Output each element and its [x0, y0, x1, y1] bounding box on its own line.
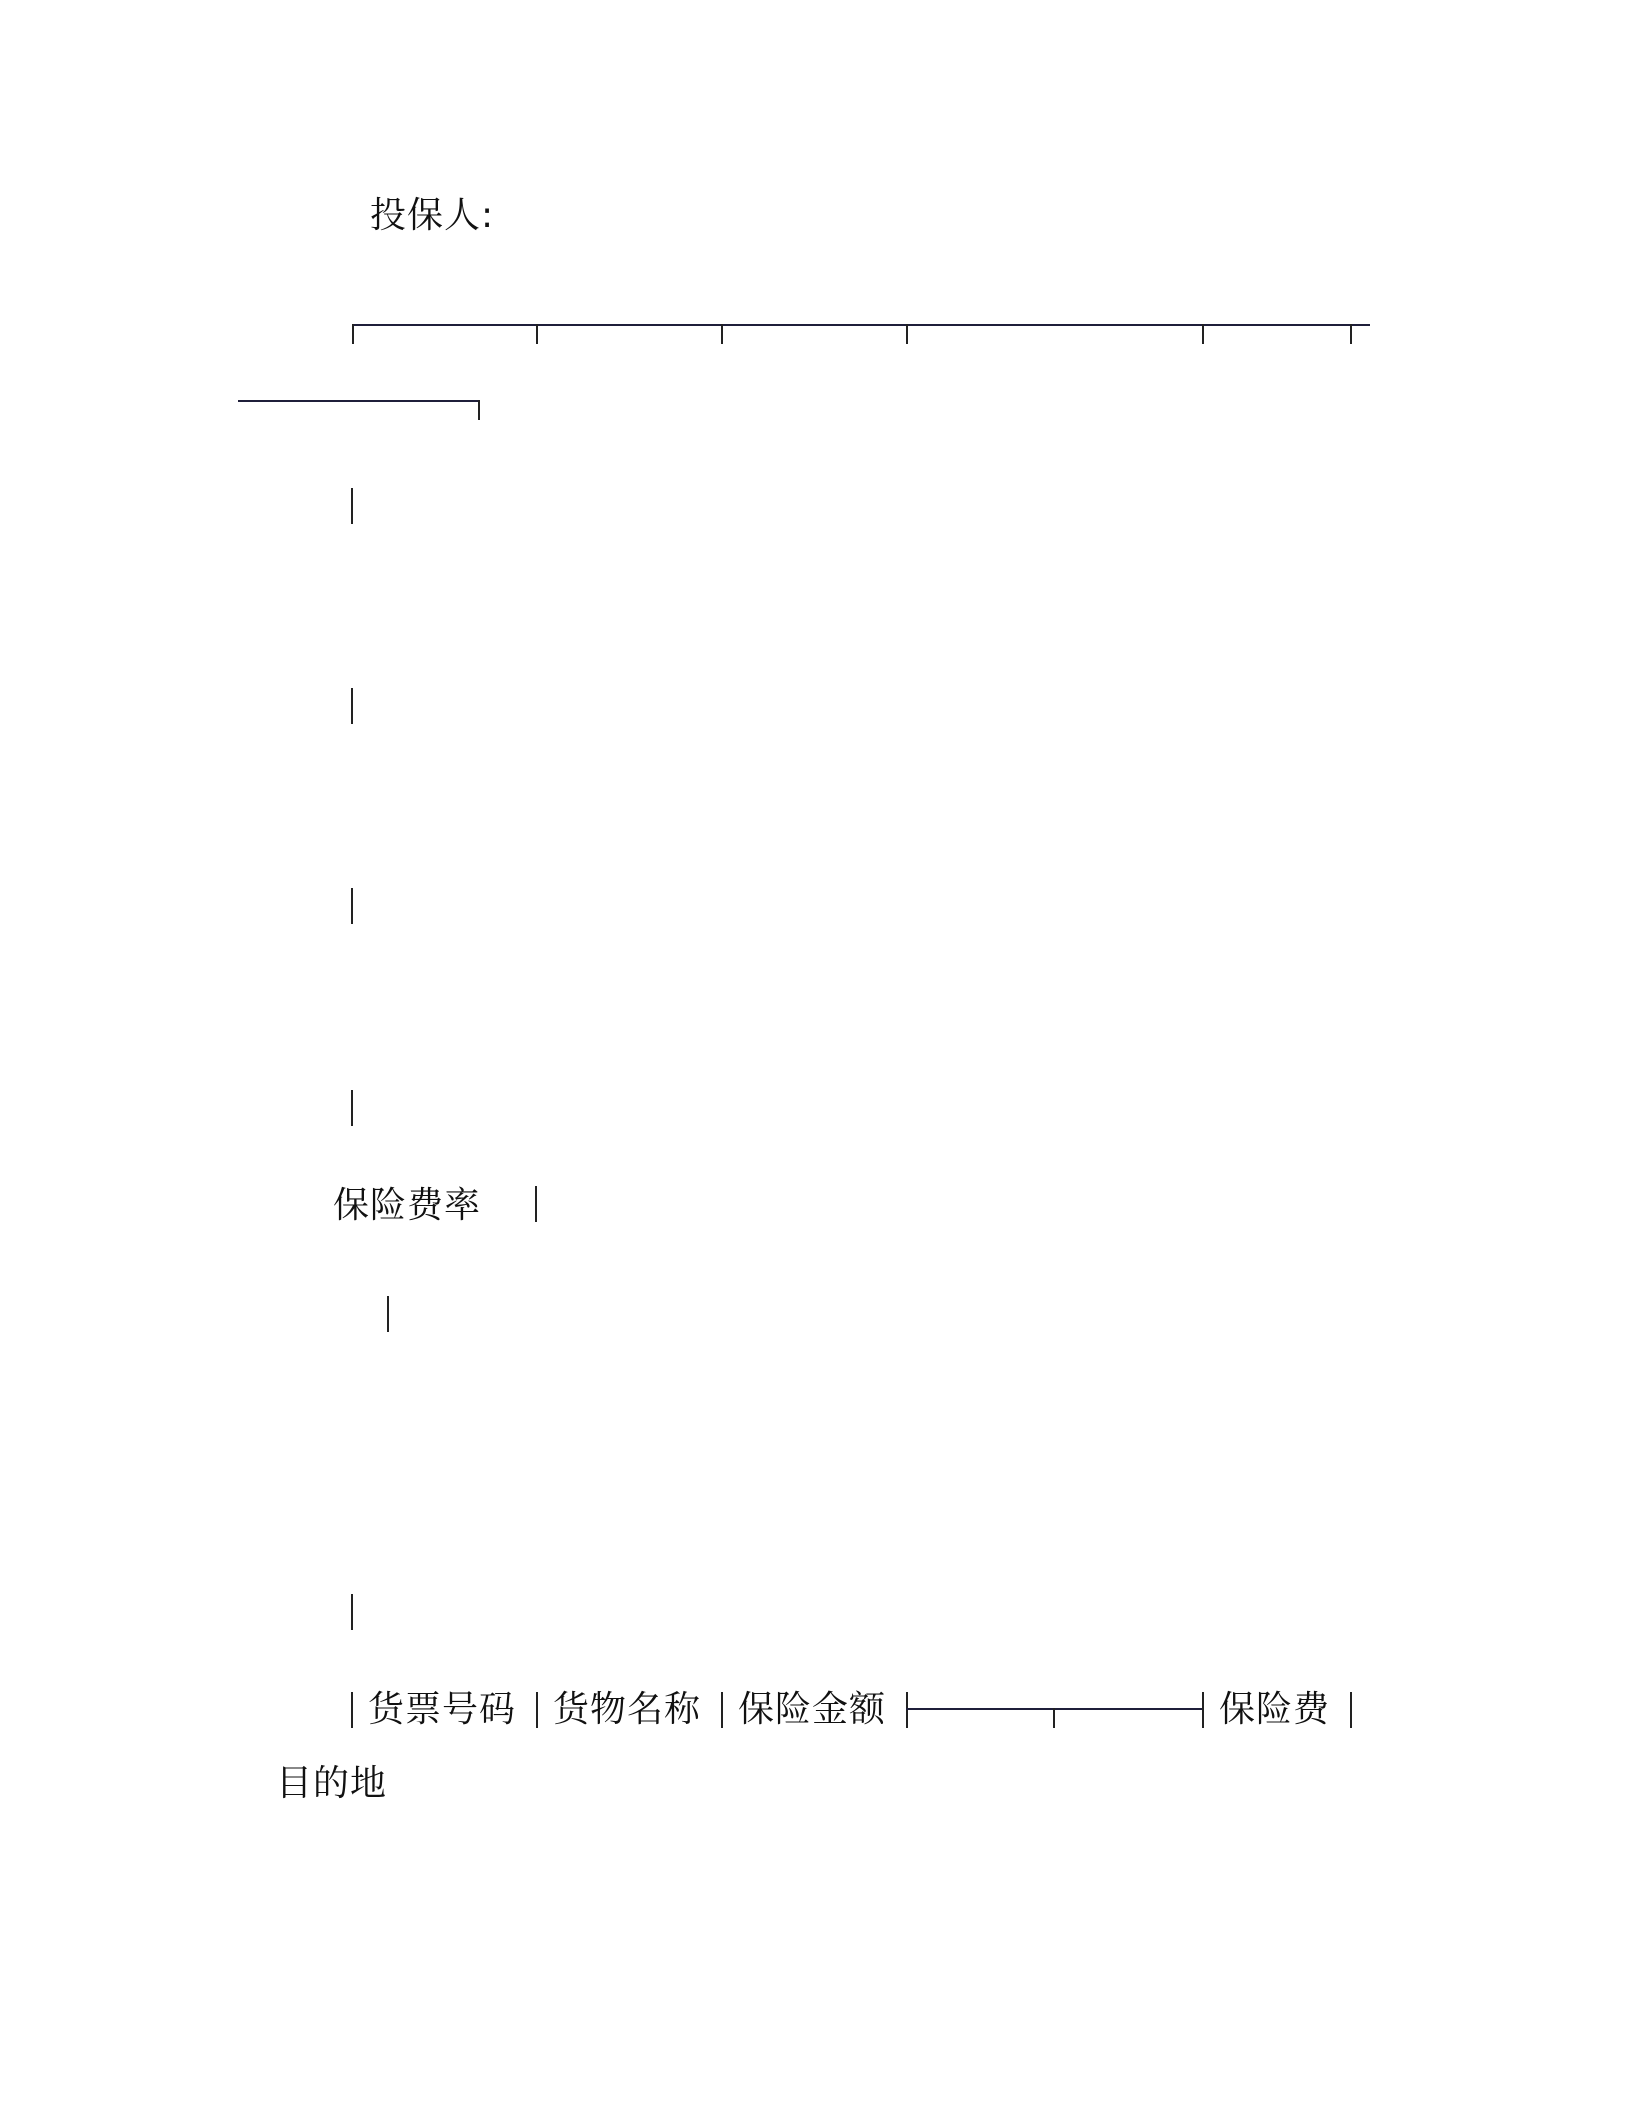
header-invoice-no: 货票号码 [368, 1689, 517, 1730]
table-top-tick-3 [721, 324, 723, 344]
cell-edge-marker [387, 1296, 389, 1332]
table-top-tick-5 [1202, 324, 1204, 344]
header-merged-tick [1053, 1708, 1055, 1728]
header-separator [1202, 1692, 1204, 1728]
table-top-tick-2 [536, 324, 538, 344]
cell-edge-marker [351, 888, 353, 924]
header-separator [536, 1692, 538, 1728]
table-top-tick-1 [352, 324, 354, 344]
left-short-rule-tick [478, 400, 480, 420]
cell-edge-marker [351, 1090, 353, 1126]
cell-edge-marker [351, 688, 353, 724]
header-separator [351, 1692, 353, 1728]
header-separator [906, 1692, 908, 1728]
table-top-tick-4 [906, 324, 908, 344]
cell-edge-marker [351, 488, 353, 524]
header-separator [1350, 1692, 1352, 1728]
table-top-border [352, 324, 1370, 326]
premium-rate-separator [535, 1186, 537, 1222]
table-top-tick-6 [1350, 324, 1352, 344]
left-short-rule [238, 400, 480, 402]
cell-edge-marker [351, 1594, 353, 1630]
applicant-label: 投保人: [370, 195, 495, 236]
header-premium: 保险费 [1219, 1689, 1331, 1730]
header-separator [721, 1692, 723, 1728]
premium-rate-label: 保险费率 [333, 1185, 482, 1226]
destination-label: 目的地 [276, 1763, 388, 1804]
header-insured-amount: 保险金额 [738, 1689, 887, 1730]
header-goods-name: 货物名称 [553, 1689, 702, 1730]
